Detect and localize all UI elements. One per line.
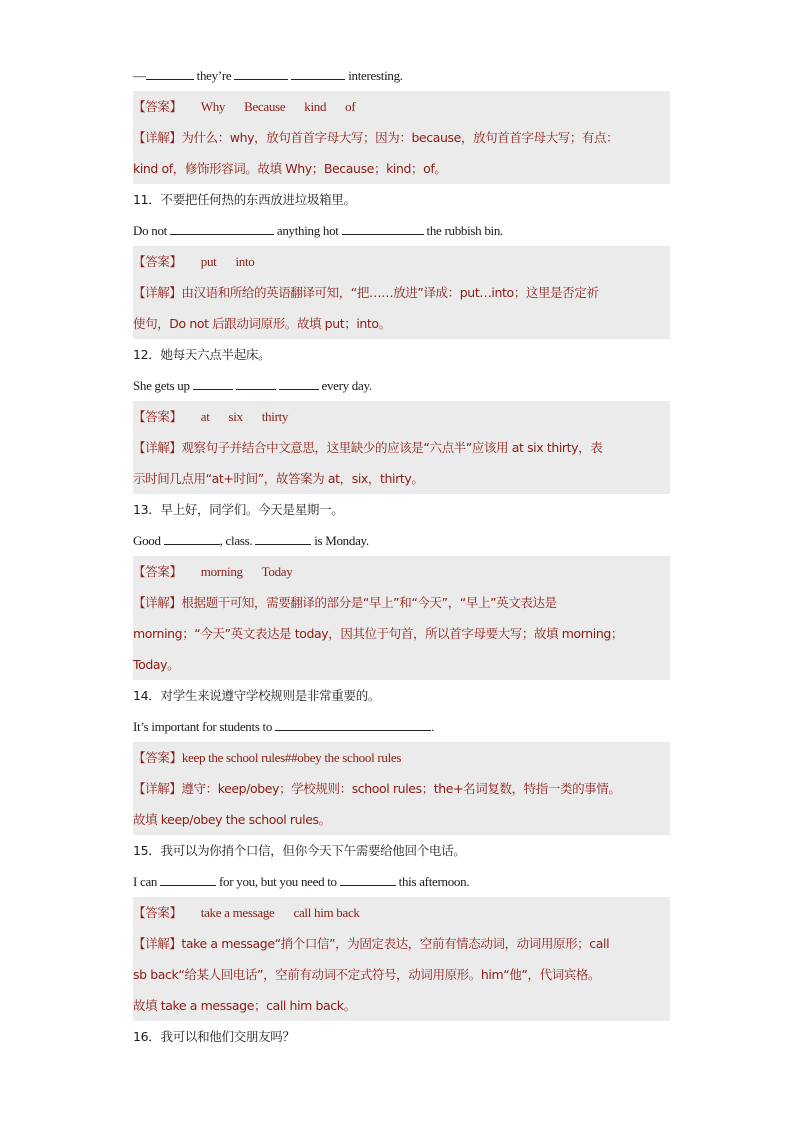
answer-value: take a message (200, 905, 275, 920)
answer-value: Why (200, 99, 226, 114)
answer-tag: 【答案】 (133, 905, 182, 920)
answer-value: morning (200, 564, 243, 579)
prompt-text: for you, but you need to (219, 874, 337, 889)
blank[interactable] (164, 532, 220, 545)
blank[interactable] (170, 222, 274, 235)
blank[interactable] (340, 873, 396, 886)
detail-text: 观察句子并结合中文意思，这里缺少的应该是“六点半”应该用 at six thirty，表 (181, 440, 603, 455)
q11-number: 11．不要把任何热的东西放进垃圾箱里。 (133, 192, 356, 207)
q15-prompt (133, 866, 663, 897)
q11-answer-box (133, 246, 670, 339)
answer-value: kind (304, 99, 327, 114)
blank[interactable] (255, 532, 311, 545)
detail-text: 遵守：keep/obey；学校规则：school rules；the+名词复数，特指一类的事情。 (181, 781, 621, 796)
detail-text: morning；“今天”英文表达是 today，因其位于句首，所以首字母要大写；故填 morning； (133, 626, 624, 641)
detail-text: 由汉语和所给的英语翻译可知，“把……放进”译成：put…into；这里是否定祈 (181, 285, 599, 300)
detail-line (133, 804, 670, 835)
detail-line (133, 959, 670, 990)
prompt-text: She gets up (133, 378, 190, 393)
blank[interactable] (146, 67, 194, 80)
detail-text: 故填 take a message；call him back。 (133, 998, 356, 1013)
answer-value: Because (244, 99, 286, 114)
prompt-text: I can (133, 874, 158, 889)
dash: — (133, 68, 146, 83)
detail-text: 为什么：why，放句首首字母大写；因为：because，放句首首字母大写；有点： (181, 130, 619, 145)
prompt-text: Do not (133, 223, 167, 238)
blank[interactable] (193, 377, 233, 390)
q12-prompt (133, 370, 663, 401)
detail-line (133, 928, 670, 959)
detail-text: Today。 (133, 657, 180, 672)
detail-tag: 【详解】 (133, 130, 182, 145)
answer-line (133, 401, 670, 432)
detail-text: 根据题干可知，需要翻译的部分是“早上”和“今天”，“早上”英文表达是 (181, 595, 557, 610)
answer-value: thirty (261, 409, 289, 424)
blank[interactable] (279, 377, 319, 390)
q15-answer-box (133, 897, 670, 1021)
q14-number: 14．对学生来说遵守学校规则是非常重要的。 (133, 688, 381, 703)
detail-line (133, 649, 670, 680)
blank[interactable] (160, 873, 216, 886)
answer-value: call him back (293, 905, 360, 920)
prompt-text: they’re (196, 68, 232, 83)
detail-text: take a message“捎个口信”，为固定表达，空前有情态动词，动词用原形；call (181, 936, 610, 951)
answer-value: six (228, 409, 243, 424)
answer-tag: 【答案】 (133, 254, 182, 269)
q16-number: 16．我可以和他们交朋友吗？ (133, 1029, 295, 1044)
answer-tag: 【答案】 (133, 564, 182, 579)
answer-value: into (235, 254, 255, 269)
answer-tag: 【答案】 (133, 750, 182, 765)
detail-line (133, 587, 670, 618)
answer-line (133, 91, 670, 122)
detail-tag: 【详解】 (133, 936, 182, 951)
answer-value: put (200, 254, 217, 269)
prompt-text: anything hot (276, 223, 339, 238)
detail-text: 使句，Do not 后跟动词原形。故填 put；into。 (133, 316, 391, 331)
answer-value: of (345, 99, 356, 114)
prompt-text: interesting. (348, 68, 403, 83)
prompt-text: the rubbish bin. (426, 223, 503, 238)
q11-prompt (133, 215, 663, 246)
detail-line (133, 990, 670, 1021)
answer-tag: 【答案】 (133, 99, 182, 114)
worksheet-page (133, 60, 663, 1052)
detail-line (133, 277, 670, 308)
answer-value: keep the school rules##obey the school rules (181, 750, 402, 765)
answer-line (133, 556, 670, 587)
detail-tag: 【详解】 (133, 781, 182, 796)
blank[interactable] (291, 67, 345, 80)
detail-text: kind of，修饰形容词。故填 Why；Because；kind；of。 (133, 161, 447, 176)
answer-value: Today (261, 564, 293, 579)
q13-answer-box (133, 556, 670, 680)
blank[interactable] (234, 67, 288, 80)
detail-text: 故填 keep/obey the school rules。 (133, 812, 331, 827)
detail-line (133, 153, 670, 184)
q12-answer-box (133, 401, 670, 494)
prompt-text: every day. (321, 378, 372, 393)
answer-tag: 【答案】 (133, 409, 182, 424)
q14-prompt (133, 711, 663, 742)
detail-line (133, 122, 670, 153)
q10-answer-box (133, 91, 670, 184)
prompt-text: this afternoon. (398, 874, 470, 889)
prompt-text: , class. (219, 533, 253, 548)
q13-prompt (133, 525, 663, 556)
q12-number: 12．她每天六点半起床。 (133, 347, 271, 362)
detail-line (133, 463, 670, 494)
blank[interactable] (275, 718, 431, 731)
detail-text: sb back“给某人回电话”，空前有动词不定式符号，动词用原形。him“他”，代词宾格。 (133, 967, 601, 982)
answer-line (133, 246, 670, 277)
prompt-text: . (431, 719, 434, 734)
detail-line (133, 773, 670, 804)
q15-number: 15．我可以为你捎个口信，但你今天下午需要给他回个电话。 (133, 843, 466, 858)
answer-line (133, 742, 670, 773)
answer-line (133, 897, 670, 928)
detail-tag: 【详解】 (133, 440, 182, 455)
answer-value: at (200, 409, 210, 424)
q10-prompt (133, 60, 663, 91)
detail-line (133, 618, 670, 649)
q14-answer-box (133, 742, 670, 835)
prompt-text: It’s important for students to (133, 719, 273, 734)
detail-line (133, 432, 670, 463)
detail-tag: 【详解】 (133, 285, 182, 300)
detail-line (133, 308, 670, 339)
blank[interactable] (236, 377, 276, 390)
blank[interactable] (342, 222, 424, 235)
prompt-text: is Monday. (314, 533, 369, 548)
detail-tag: 【详解】 (133, 595, 182, 610)
detail-text: 示时间几点用“at+时间”，故答案为 at，six，thirty。 (133, 471, 424, 486)
q13-number: 13．早上好，同学们。今天是星期一。 (133, 502, 344, 517)
prompt-text: Good (133, 533, 161, 548)
